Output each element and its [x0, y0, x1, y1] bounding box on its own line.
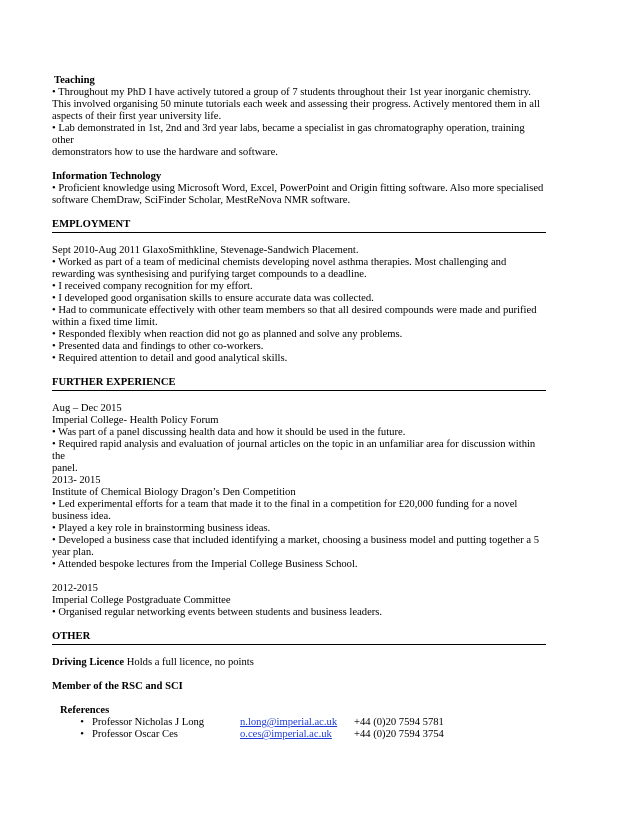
membership-line: Member of the RSC and SCI: [52, 681, 183, 692]
other-heading: OTHER: [52, 631, 91, 642]
other-heading-rule: [52, 631, 546, 645]
employment-line: Sept 2010-Aug 2011 GlaxoSmithkline, Stevenage-Sandwich Placement.: [52, 245, 359, 256]
references-section: [52, 705, 546, 741]
further-line: • Attended bespoke lectures from the Imperial College Business School.: [52, 559, 358, 570]
driving-licence-line: [52, 657, 546, 669]
employment-line: within a fixed time limit.: [52, 317, 158, 328]
teaching-title: Teaching: [54, 75, 95, 86]
references-title: References: [60, 705, 110, 716]
driving-licence-label: Driving Licence: [52, 657, 125, 668]
employment-line: • Responded flexibly when reaction did not go as planned and solve any problems.: [52, 329, 403, 340]
driving-licence-text: Holds a full licence, no points: [126, 657, 254, 668]
reference-item: [60, 717, 546, 729]
further-line: Aug – Dec 2015: [52, 403, 122, 414]
teaching-line: This involved organising 50 minute tutorials each week and assessing their progress. Actively mentored them in all: [52, 99, 540, 110]
teaching-line: • Lab demonstrated in 1st, 2nd and 3rd year labs, became a specialist in gas chromatography operation, training other: [52, 123, 525, 146]
it-line: • Proficient knowledge using Microsoft Word, Excel, PowerPoint and Origin fitting software. Also more specialised: [52, 183, 544, 194]
employment-section: [52, 245, 546, 365]
reference-name: Professor Nicholas J Long: [92, 717, 205, 728]
it-section: [52, 171, 546, 207]
further-line: Institute of Chemical Biology Dragon’s Den Competition: [52, 487, 296, 498]
employment-line: • Worked as part of a team of medicinal chemists developing novel asthma therapies. Most challenging and: [52, 257, 507, 268]
reference-phone: +44 (0)20 7594 5781: [354, 717, 444, 728]
further-line: year plan.: [52, 547, 94, 558]
teaching-line: • Throughout my PhD I have actively tutored a group of 7 students throughout their 1st year inorganic chemistry.: [52, 87, 531, 98]
employment-line: rewarding was synthesising and purifying target compounds to a deadline.: [52, 269, 367, 280]
further-heading: FURTHER EXPERIENCE: [52, 377, 176, 388]
further-block-1: [52, 403, 546, 571]
further-line: 2012-2015: [52, 583, 98, 594]
employment-heading-rule: [52, 219, 546, 233]
reference-email-link[interactable]: n.long@imperial.ac.uk: [240, 717, 338, 728]
further-line: 2013- 2015: [52, 475, 101, 486]
bullet-icon: •: [80, 717, 84, 728]
reference-name: Professor Oscar Ces: [92, 729, 178, 740]
reference-item: [60, 729, 546, 741]
teaching-line: aspects of their first year university life.: [52, 111, 222, 122]
document-content: [52, 75, 546, 741]
reference-phone: +44 (0)20 7594 3754: [354, 729, 444, 740]
bullet-icon: •: [80, 729, 84, 740]
further-line: • Organised regular networking events between students and business leaders.: [52, 607, 383, 618]
further-line: Imperial College- Health Policy Forum: [52, 415, 219, 426]
employment-line: • Presented data and findings to other co-workers.: [52, 341, 264, 352]
further-line: • Played a key role in brainstorming business ideas.: [52, 523, 271, 534]
teaching-line: demonstrators how to use the hardware and software.: [52, 147, 278, 158]
reference-email-link[interactable]: o.ces@imperial.ac.uk: [240, 729, 332, 740]
further-line: panel.: [52, 463, 78, 474]
further-heading-rule: [52, 377, 546, 391]
employment-line: • Had to communicate effectively with other team members so that all desired compounds were made and purified: [52, 305, 537, 316]
employment-heading: EMPLOYMENT: [52, 219, 131, 230]
it-line: software ChemDraw, SciFinder Scholar, MestReNova NMR software.: [52, 195, 351, 206]
further-block-2: [52, 583, 546, 619]
further-line: • Was part of a panel discussing health data and how it should be used in the future.: [52, 427, 406, 438]
employment-line: • I received company recognition for my effort.: [52, 281, 253, 292]
further-line: Imperial College Postgraduate Committee: [52, 595, 231, 606]
further-line: • Required rapid analysis and evaluation of journal articles on the topic in an unfamiliar area for discussion within the: [52, 439, 536, 462]
employment-line: • I developed good organisation skills to ensure accurate data was collected.: [52, 293, 374, 304]
further-line: • Led experimental efforts for a team that made it to the final in a competition for £20,000 funding for a novel: [52, 499, 518, 510]
employment-line: • Required attention to detail and good analytical skills.: [52, 353, 288, 364]
teaching-section: [52, 75, 546, 159]
it-title: Information Technology: [52, 171, 162, 182]
further-line: business idea.: [52, 511, 111, 522]
further-line: • Developed a business case that included identifying a market, choosing a business model and putting together a 5: [52, 535, 540, 546]
